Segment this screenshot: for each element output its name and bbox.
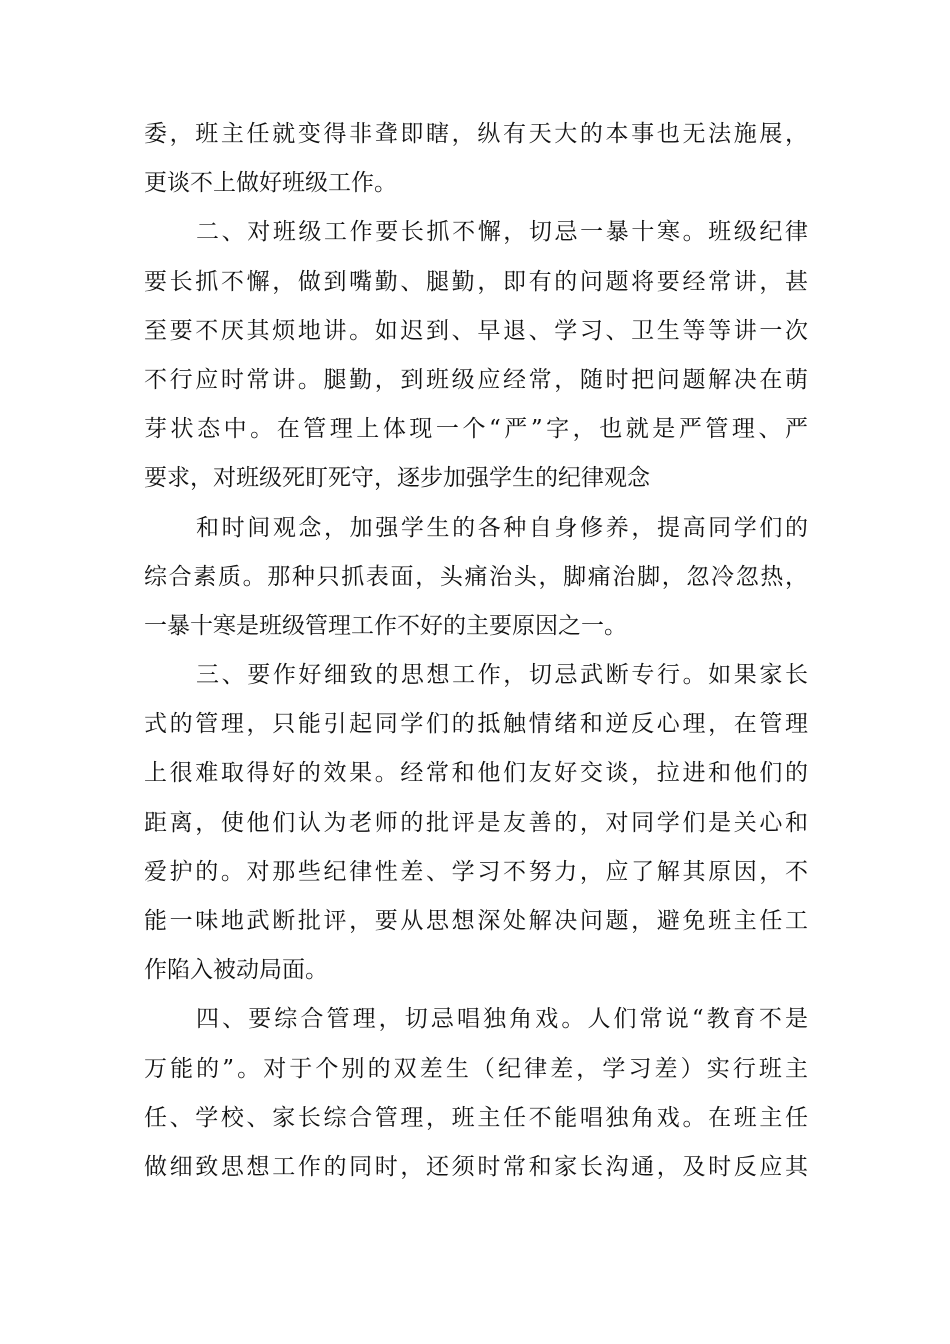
text-line: 做细致思想工作的同时，还须时常和家长沟通，及时反应其 <box>144 1153 808 1180</box>
text-line: 式的管理，只能引起同学们的抵触情绪和逆反心理，在管理 <box>144 711 808 738</box>
text-line: 四、要综合管理，切忌唱独角戏。人们常说“教育不是 <box>196 1006 808 1033</box>
text-line: 任、学校、家长综合管理，班主任不能唱独角戏。在班主任 <box>144 1104 808 1131</box>
text-line: 作陷入被动局面。 <box>144 957 328 984</box>
text-line: 上很难取得好的效果。经常和他们友好交谈，拉进和他们的 <box>144 760 808 787</box>
text-line: 万能的”。对于个别的双差生（纪律差，学习差）实行班主 <box>144 1055 808 1082</box>
text-line: 三、要作好细致的思想工作，切忌武断专行。如果家长 <box>196 662 808 689</box>
text-line: 综合素质。那种只抓表面，头痛治头，脚痛治脚，忽冷忽热， <box>144 563 808 590</box>
text-line: 要长抓不懈，做到嘴勤、腿勤，即有的问题将要经常讲，甚 <box>144 268 808 295</box>
text-line: 二、对班级工作要长抓不懈，切忌一暴十寒。班级纪律 <box>196 219 808 246</box>
text-line: 委，班主任就变得非聋即瞎，纵有天大的本事也无法施展， <box>144 121 808 147</box>
text-line: 更谈不上做好班级工作。 <box>144 170 397 197</box>
text-line: 至要不厌其烦地讲。如迟到、早退、学习、卫生等等讲一次 <box>144 317 808 344</box>
text-line: 能一味地武断批评，要从思想深处解决问题，避免班主任工 <box>144 908 808 934</box>
document-body <box>144 110 808 1192</box>
text-line: 芽状态中。在管理上体现一个“严”字，也就是严管理、严 <box>144 416 808 443</box>
text-line: 爱护的。对那些纪律性差、学习不努力，应了解其原因，不 <box>144 858 808 885</box>
text-line: 不行应时常讲。腿勤，到班级应经常，随时把问题解决在萌 <box>144 366 808 393</box>
text-line: 要求，对班级死盯死守，逐步加强学生的纪律观念 <box>144 465 650 492</box>
text-line: 一暴十寒是班级管理工作不好的主要原因之一。 <box>144 612 627 639</box>
text-line: 和时间观念，加强学生的各种自身修养，提高同学们的 <box>196 514 808 541</box>
text-line: 距离，使他们认为老师的批评是友善的，对同学们是关心和 <box>144 809 808 836</box>
